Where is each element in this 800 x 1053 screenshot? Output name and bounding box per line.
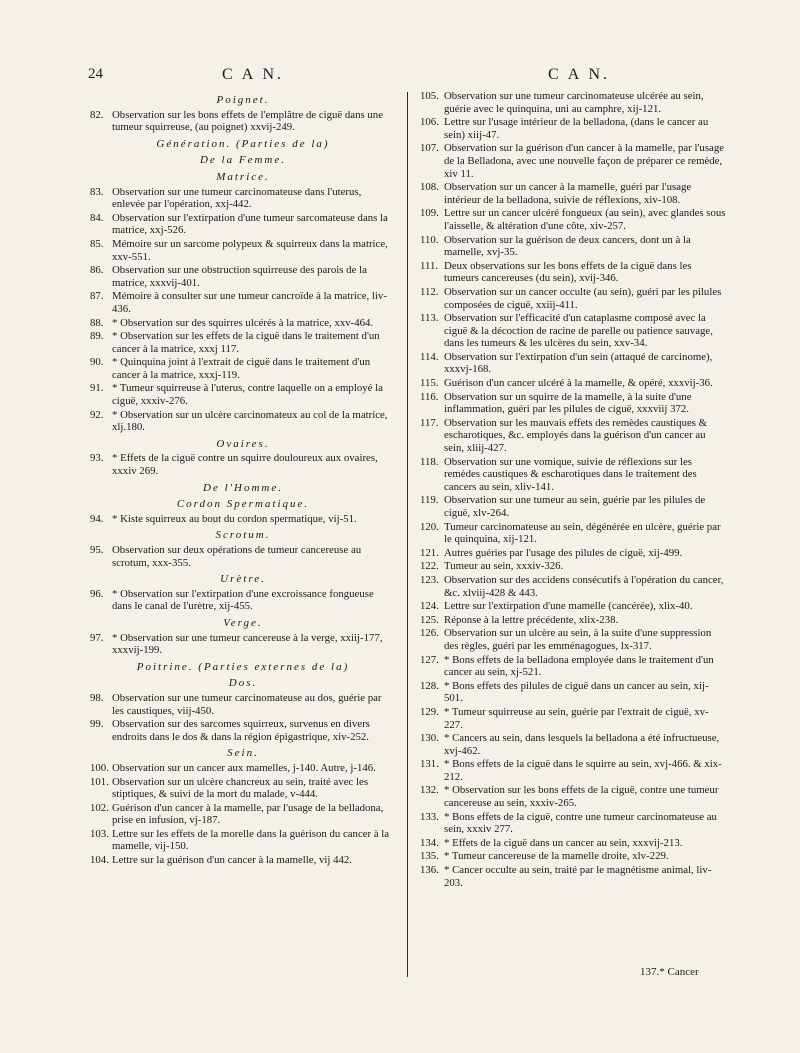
section-heading-poignet: Poignet. [216,94,270,106]
entry-number: 111. [420,259,439,272]
section-heading-scrotum: Scrotum. [215,529,271,542]
index-entry [90,238,396,263]
index-entry [90,828,396,853]
left-column [90,90,396,868]
section-heading-verge: Verge. [223,616,263,629]
entry-number: 108. [420,181,439,194]
section-heading-uretre: Urètre. [220,573,266,586]
index-entry [90,290,396,315]
entry-text: Observation sur un squirre de la mamelle, à la suite d'une inflammation, guéri par les pilules de ciguë, xxxviij 372. [444,390,692,416]
section-heading-ovaires: Ovaires. [216,437,270,450]
entry-text: Observation sur l'extirpation d'un sein (attaqué de carcinome), xxxvj-168. [444,350,713,376]
entry-number: 99. [90,718,104,731]
index-entry [90,776,396,801]
index-entry [90,264,396,289]
index-entry [90,452,396,477]
section-heading-matrice: Matrice. [216,170,270,183]
entry-number: 97. [90,631,104,644]
index-entry [90,544,396,569]
entry-number: 131. [420,758,439,771]
entry-text: Observation sur un cancer à la mamelle, guéri par l'usage intérieur de la belladona, suivie de réflexions, xiv-108. [444,181,692,206]
index-entry [90,854,396,867]
entry-text: Observation sur une vomique, suivie de réflexions sur les remèdes caustiques & escharotiques dans le traitement des cancers au sein, xliv-141. [444,455,697,493]
entry-number: 109. [420,207,439,220]
index-entry [420,391,726,416]
index-entry [90,382,396,407]
index-entry [420,758,726,783]
index-entry [420,286,726,311]
entry-text: Observation sur un cancer occulte (au sein), guéri par les pilules composées de ciguë, xxiij-411. [444,285,722,311]
entry-number: 91. [90,382,104,395]
entry-number: 100. [90,761,109,774]
index-entry [420,456,726,494]
entry-number: 128. [420,679,439,692]
entry-number: 84. [90,211,104,224]
entry-number: 95. [90,544,104,556]
entry-text: * Tumeur squirreuse à l'uterus, contre laquelle on a employé la ciguë, xxxiv-276. [112,382,383,408]
entry-number: 83. [90,185,104,198]
entry-number: 102. [90,801,109,814]
index-entry [420,547,726,560]
index-entry [90,762,396,775]
index-entry [90,588,396,613]
index-entry [90,692,396,717]
index-entry [90,186,396,211]
entry-text: Mémoire à consulter sur une tumeur cancroïde à la matrice, liv-436. [112,290,387,315]
index-entry [420,312,726,350]
entry-number: 113. [420,312,439,325]
index-entry [420,142,726,180]
index-entry [420,116,726,141]
entry-number: 86. [90,264,104,277]
entry-text: * Bons effets de la ciguë, contre une tumeur carcinomateuse au sein, xxxiv 277. [444,810,717,836]
entry-number: 126. [420,627,439,640]
entry-text: Deux observations sur les bons effets de la ciguë dans les tumeurs cancereuses (du sein), xvij-346. [444,259,692,285]
entry-text: Observation sur la guérison de deux cancers, dont un à la mamelle, xvj-35. [444,233,691,259]
index-entry [90,802,396,827]
entry-text: * Cancer occulte au sein, traité par le magnétisme animal, liv-203. [444,864,712,889]
entry-text: Observation sur un cancer aux mamelles, j-140. Autre, j-146. [112,761,376,774]
entry-number: 94. [90,512,104,525]
entry-text: * Kiste squirreux au bout du cordon spermatique, vij-51. [112,512,357,525]
running-head-left: C A N. [222,66,285,83]
entry-number: 101. [90,775,109,788]
entry-number: 122. [420,560,439,573]
index-entry [420,234,726,259]
entry-text: * Observation sur l'extirpation d'une excroissance fongueuse dans le canal de l'urètre, xij-455. [112,587,374,613]
section-heading-dos: Dos. [228,677,258,690]
entry-number: 104. [90,854,109,867]
entry-text: Guérison d'un cancer à la mamelle, par l'usage de la belladona, prise en infusion, vj-187. [112,801,384,827]
entry-number: 133. [420,810,439,823]
index-entry [90,330,396,355]
entry-number: 123. [420,573,439,586]
entry-text: Observation sur une tumeur carcinomateuse dans l'uterus, enlevée par l'opération, xxj-442. [112,185,362,211]
index-entry [420,521,726,546]
entry-text: Observation sur l'efficacité d'un cataplasme composé avec la ciguë & la décoction de racine de parelle ou patience sauvage, dans les tumeurs & les ulcères du sein, xxv-34. [444,312,713,350]
entry-text: * Quinquina joint à l'extrait de ciguë dans le traitement d'un cancer à la matrice, xxxj-119. [112,356,371,381]
section-heading-sein: Sein. [227,747,259,760]
index-entry [90,212,396,237]
index-entry [420,614,726,627]
index-entry [420,560,726,573]
entry-number: 127. [420,653,439,666]
entry-text: * Effets de la ciguë contre un squirre douloureux aux ovaires, xxxiv 269. [112,452,378,478]
entry-text: Observation sur une tumeur au sein, guérie par les pilules de ciguë, xlv-264. [444,494,706,519]
index-entry [420,654,726,679]
index-entry [420,377,726,390]
entry-text: Lettre sur l'usage intérieur de la belladona, (dans le cancer au sein) xiij-47. [444,116,709,141]
index-entry [420,680,726,705]
entry-text: * Observation sur des squirres ulcérés à la matrice, xxv-464. [112,316,374,329]
entry-number: 115. [420,377,439,390]
entry-number: 118. [420,455,439,468]
index-entry [90,109,396,134]
entry-number: 121. [420,546,439,559]
entry-number: 106. [420,116,439,129]
index-entry [420,90,726,115]
catchword: 137.* Cancer [640,966,699,978]
entry-number: 114. [420,350,439,363]
entry-text: Lettre sur la guérison d'un cancer à la mamelle, vij 442. [112,854,352,867]
index-entry [90,718,396,743]
entry-text: Observation sur une obstruction squirreuse des parois de la matrice, xxxvij-401. [112,264,367,289]
entry-number: 136. [420,864,439,877]
entry-text: Observation sur les bons effets de l'emplâtre de ciguë dans une tumeur squirreuse, (au poignet) xxvij-249. [112,108,383,134]
entry-text: Autres guéries par l'usage des pilules de ciguë, xij-499. [444,546,683,559]
running-head-right: C A N. [548,66,611,83]
entry-number: 82. [90,108,104,121]
section-heading-generation: Génération. (Parties de la) [156,137,330,150]
index-entry [420,837,726,850]
index-entry [420,850,726,863]
index-entry [90,513,396,526]
entry-text: Guérison d'un cancer ulcéré à la mamelle, & opéré, xxxvij-36. [444,377,713,390]
entry-text: Lettre sur un cancer ulcéré fongueux (au sein), avec glandes sous l'aisselle, & altération d'une côte, xiv-257. [444,207,726,232]
section-heading-cordon: Cordon Spermatique. [176,498,310,511]
entry-text: Mémoire sur un sarcome polypeux & squirreux dans la matrice, xxv-551. [112,237,388,263]
entry-text: Observation sur une tumeur carcinomateuse au dos, guérie par les caustiques, viij-450. [112,691,382,717]
entry-number: 119. [420,494,439,507]
index-entry [420,494,726,519]
page-number: 24 [88,66,103,82]
entry-number: 93. [90,452,104,465]
index-entry [420,811,726,836]
entry-text: Observation sur l'extirpation d'une tumeur sarcomateuse dans la matrice, xxj-526. [112,211,388,237]
entry-number: 89. [90,330,104,343]
entry-text: * Observation sur les bons effets de la ciguë, contre une tumeur cancereuse au sein, xxxiv-265. [444,784,719,810]
right-column [420,90,726,890]
index-entry [420,207,726,232]
entry-number: 90. [90,356,104,369]
entry-text: Réponse à la lettre précédente, xlix-238. [444,613,619,626]
index-entry [90,409,396,434]
entry-text: Observation sur une tumeur carcinomateuse ulcérée au sein, guérie avec le quinquina, uni au camphre, xij-121. [444,90,704,115]
entry-number: 125. [420,613,439,626]
index-entry [420,732,726,757]
entry-number: 98. [90,691,104,704]
entry-number: 88. [90,316,104,329]
entry-number: 134. [420,836,439,849]
entry-text: * Tumeur squirreuse au sein, guérie par l'extrait de ciguë, xv-227. [444,705,709,731]
index-entry [420,627,726,652]
entry-text: * Tumeur cancereuse de la mamelle droite, xlv-229. [444,850,669,863]
index-entry [420,181,726,206]
entry-text: * Bons effets de la ciguë dans le squirre au sein, xvj-466. & xix-212. [444,758,722,783]
entry-text: Tumeur carcinomateuse au sein, dégénérée en ulcère, guérie par le quinquina, xij-121. [444,520,721,546]
entry-number: 92. [90,408,104,421]
index-entry [420,351,726,376]
index-entry [420,784,726,809]
entry-number: 85. [90,237,104,250]
entry-text: Observation sur un ulcère au sein, à la suite d'une suppression des règles, guéri par les emménagogues, lx-317. [444,627,712,652]
index-entry [420,706,726,731]
section-heading-femme: De la Femme. [199,154,286,167]
entry-text: Lettre sur les effets de la morelle dans la guérison du cancer à la mamelle, vij-150. [112,827,390,853]
index-entry [420,574,726,599]
entry-text: Observation sur deux opérations de tumeur cancereuse au scrotum, xxx-355. [112,544,362,569]
index-entry [420,600,726,613]
entry-text: * Effets de la ciguë dans un cancer au sein, xxxvij-213. [444,836,683,849]
entry-text: * Cancers au sein, dans lesquels la belladona a été infructueuse, xvj-462. [444,732,720,757]
entry-text: * Observation sur les effets de la ciguë dans le traitement d'un cancer à la matrice, xxxj 117. [112,330,380,355]
index-entry [90,632,396,657]
entry-number: 117. [420,416,439,429]
entry-number: 103. [90,827,109,840]
entry-text: * Bons effets de la belladona employée dans le traitement d'un cancer au sein, xj-521. [444,653,714,679]
entry-number: 87. [90,290,104,303]
entry-text: * Observation sur un ulcère carcinomateux au col de la matrice, xlj.180. [112,408,388,434]
column-divider [407,92,408,977]
entry-number: 105. [420,90,439,102]
index-entry [90,356,396,381]
index-entry [420,864,726,889]
entry-text: Observation sur un ulcère chancreux au sein, traité avec les stiptiques, & suivi de la mort du malade, v-444. [112,775,369,801]
entry-number: 110. [420,233,439,246]
entry-number: 120. [420,520,439,533]
entry-number: 112. [420,285,439,298]
entry-number: 96. [90,587,104,600]
entry-text: Observation sur les mauvais effets des remèdes caustiques & escharotiques, &c. employés dans la guérison d'un cancer au sein, xliij-427. [444,416,708,455]
entry-number: 124. [420,600,439,613]
index-entry [90,317,396,330]
entry-number: 130. [420,732,439,745]
entry-number: 116. [420,390,439,403]
entry-text: Tumeur au sein, xxxiv-326. [444,560,564,573]
entry-number: 107. [420,142,439,155]
entry-text: Observation sur la guérison d'un cancer à la mamelle, par l'usage de la Belladona, avec une nouvelle façon de préparer ce remède, xiv 11. [444,142,725,180]
entry-text: Observation sur des accidens consécutifs à l'opération du cancer, &c. xlviij-428 & 443. [444,573,724,599]
entry-text: Observation sur des sarcomes squirreux, survenus en divers endroits dans le dos & dans la région épigastrique, xiv-252. [112,718,370,743]
section-heading-homme: De l'Homme. [203,481,283,494]
entry-text: * Bons effets des pilules de ciguë dans un cancer au sein, xij-501. [444,679,709,705]
index-entry [420,260,726,285]
entry-number: 129. [420,705,439,718]
entry-number: 135. [420,850,439,863]
entry-text: * Observation sur une tumeur cancereuse à la verge, xxiij-177, xxxvij-199. [112,631,383,657]
section-heading-poitrine: Poitrine. (Parties externes de la) [136,660,350,673]
entry-number: 132. [420,784,439,797]
index-entry [420,417,726,455]
entry-text: Lettre sur l'extirpation d'une mamelle (cancérée), xlix-40. [444,600,693,613]
